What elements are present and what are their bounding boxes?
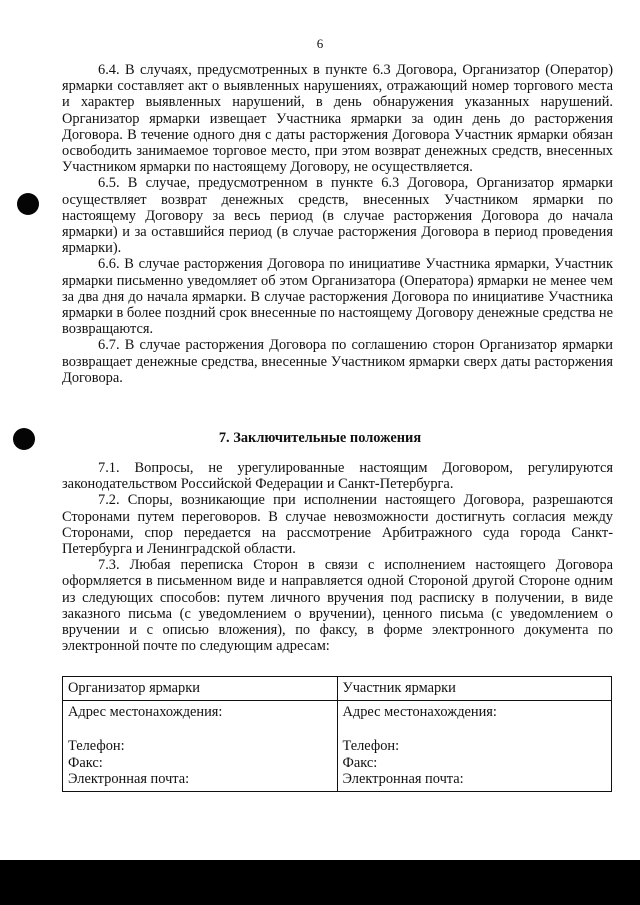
organizer-fax-label: Факс: (68, 754, 103, 771)
paragraph-6-5: 6.5. В случае, предусмотренном в пункте 6.3 Договора, Организатор ярмарки осуществляет возврат денежных средств, внесенных Участником ярмарки по настоящему Договору за весь период (в случае расторжения Договора до начала ярмарки) и за оставшийся период (в случае расторжения Договора в период проведения ярмарки). (62, 175, 613, 257)
organizer-header: Организатор ярмарки (63, 677, 338, 701)
punch-hole (17, 193, 39, 215)
participant-address-value (343, 720, 607, 738)
organizer-phone-label: Телефон: (68, 738, 125, 755)
participant-phone-label: Телефон: (342, 738, 400, 755)
paragraph-7-3: 7.3. Любая переписка Сторон в связи с исполнением настоящего Договора оформляется в письменном виде и направляется одной Стороной другой Стороне одним из следующих способов: путем личного вручения под расписку в получении, в виде заказного письма (с уведомлением о вручении), ценного письма (с уведомлением о вручении и с описью вложения), по факсу, в форме электронного документа по электронной почте по следующим адресам: (62, 557, 613, 655)
paragraph-6-6: 6.6. В случае расторжения Договора по инициативе Участника ярмарки, Участник ярмарки письменно уведомляет об этом Организатора (Оператора) ярмарки не менее чем за два дня до начала ярмарки. В случае расторжения Договора по инициативе Участника ярмарки в более поздний срок внесенные по настоящему Договору денежные средства не возвращаются. (62, 256, 613, 338)
table-details-row (63, 701, 612, 792)
paragraph-7-2: 7.2. Споры, возникающие при исполнении настоящего Договора, разрешаются Сторонами путем переговоров. В случае невозможности достигнуть согласия между Сторонами, спор передается на рассмотрение Арбитражного суда города Санкт-Петербурга и Ленинградской области. (62, 492, 613, 558)
organizer-address-label: Адрес местонахождения: (68, 704, 223, 721)
page-number: 6 (316, 36, 324, 51)
section-6-text (62, 62, 613, 386)
table-header-row (63, 677, 612, 701)
contacts-table (62, 676, 612, 792)
paragraph-6-7: 6.7. В случае расторжения Договора по соглашению сторон Организатор ярмарки возвращает денежные средства, внесенные Участником ярмарки сверх даты расторжения Договора. (62, 337, 613, 386)
scan-bottom-band (0, 860, 640, 905)
paragraph-7-1: 7.1. Вопросы, не урегулированные настоящим Договором, регулируются законодательством Российской Федерации и Санкт-Петербурга. (62, 460, 613, 493)
organizer-details (63, 701, 338, 792)
participant-details (337, 701, 612, 792)
participant-fax-label: Факс: (342, 754, 378, 771)
organizer-address-value (68, 720, 332, 738)
participant-email-label: Электронная почта: (342, 770, 464, 787)
organizer-email-label: Электронная почта: (68, 770, 190, 787)
section-heading: 7. Заключительные положения (218, 430, 422, 446)
section-7-text (62, 460, 613, 654)
participant-header: Участник ярмарки (337, 677, 612, 701)
participant-address-label: Адрес местонахождения: (342, 704, 497, 721)
paragraph-6-4: 6.4. В случаях, предусмотренных в пункте 6.3 Договора, Организатор (Оператор) ярмарки составляет акт о выявленных нарушениях, отражающий номер торгового места и характер выявленных нарушений, в день обнаружения указанных нарушений. Организатор ярмарки извещает Участника ярмарки за один день до расторжения Договора. В течение одного дня с даты расторжения Договора Участник ярмарки обязан освободить занимаемое торговое место, при этом возврат денежных средств, внесенных Участником ярмарки по настоящему Договору, не осуществляется. (62, 62, 613, 176)
